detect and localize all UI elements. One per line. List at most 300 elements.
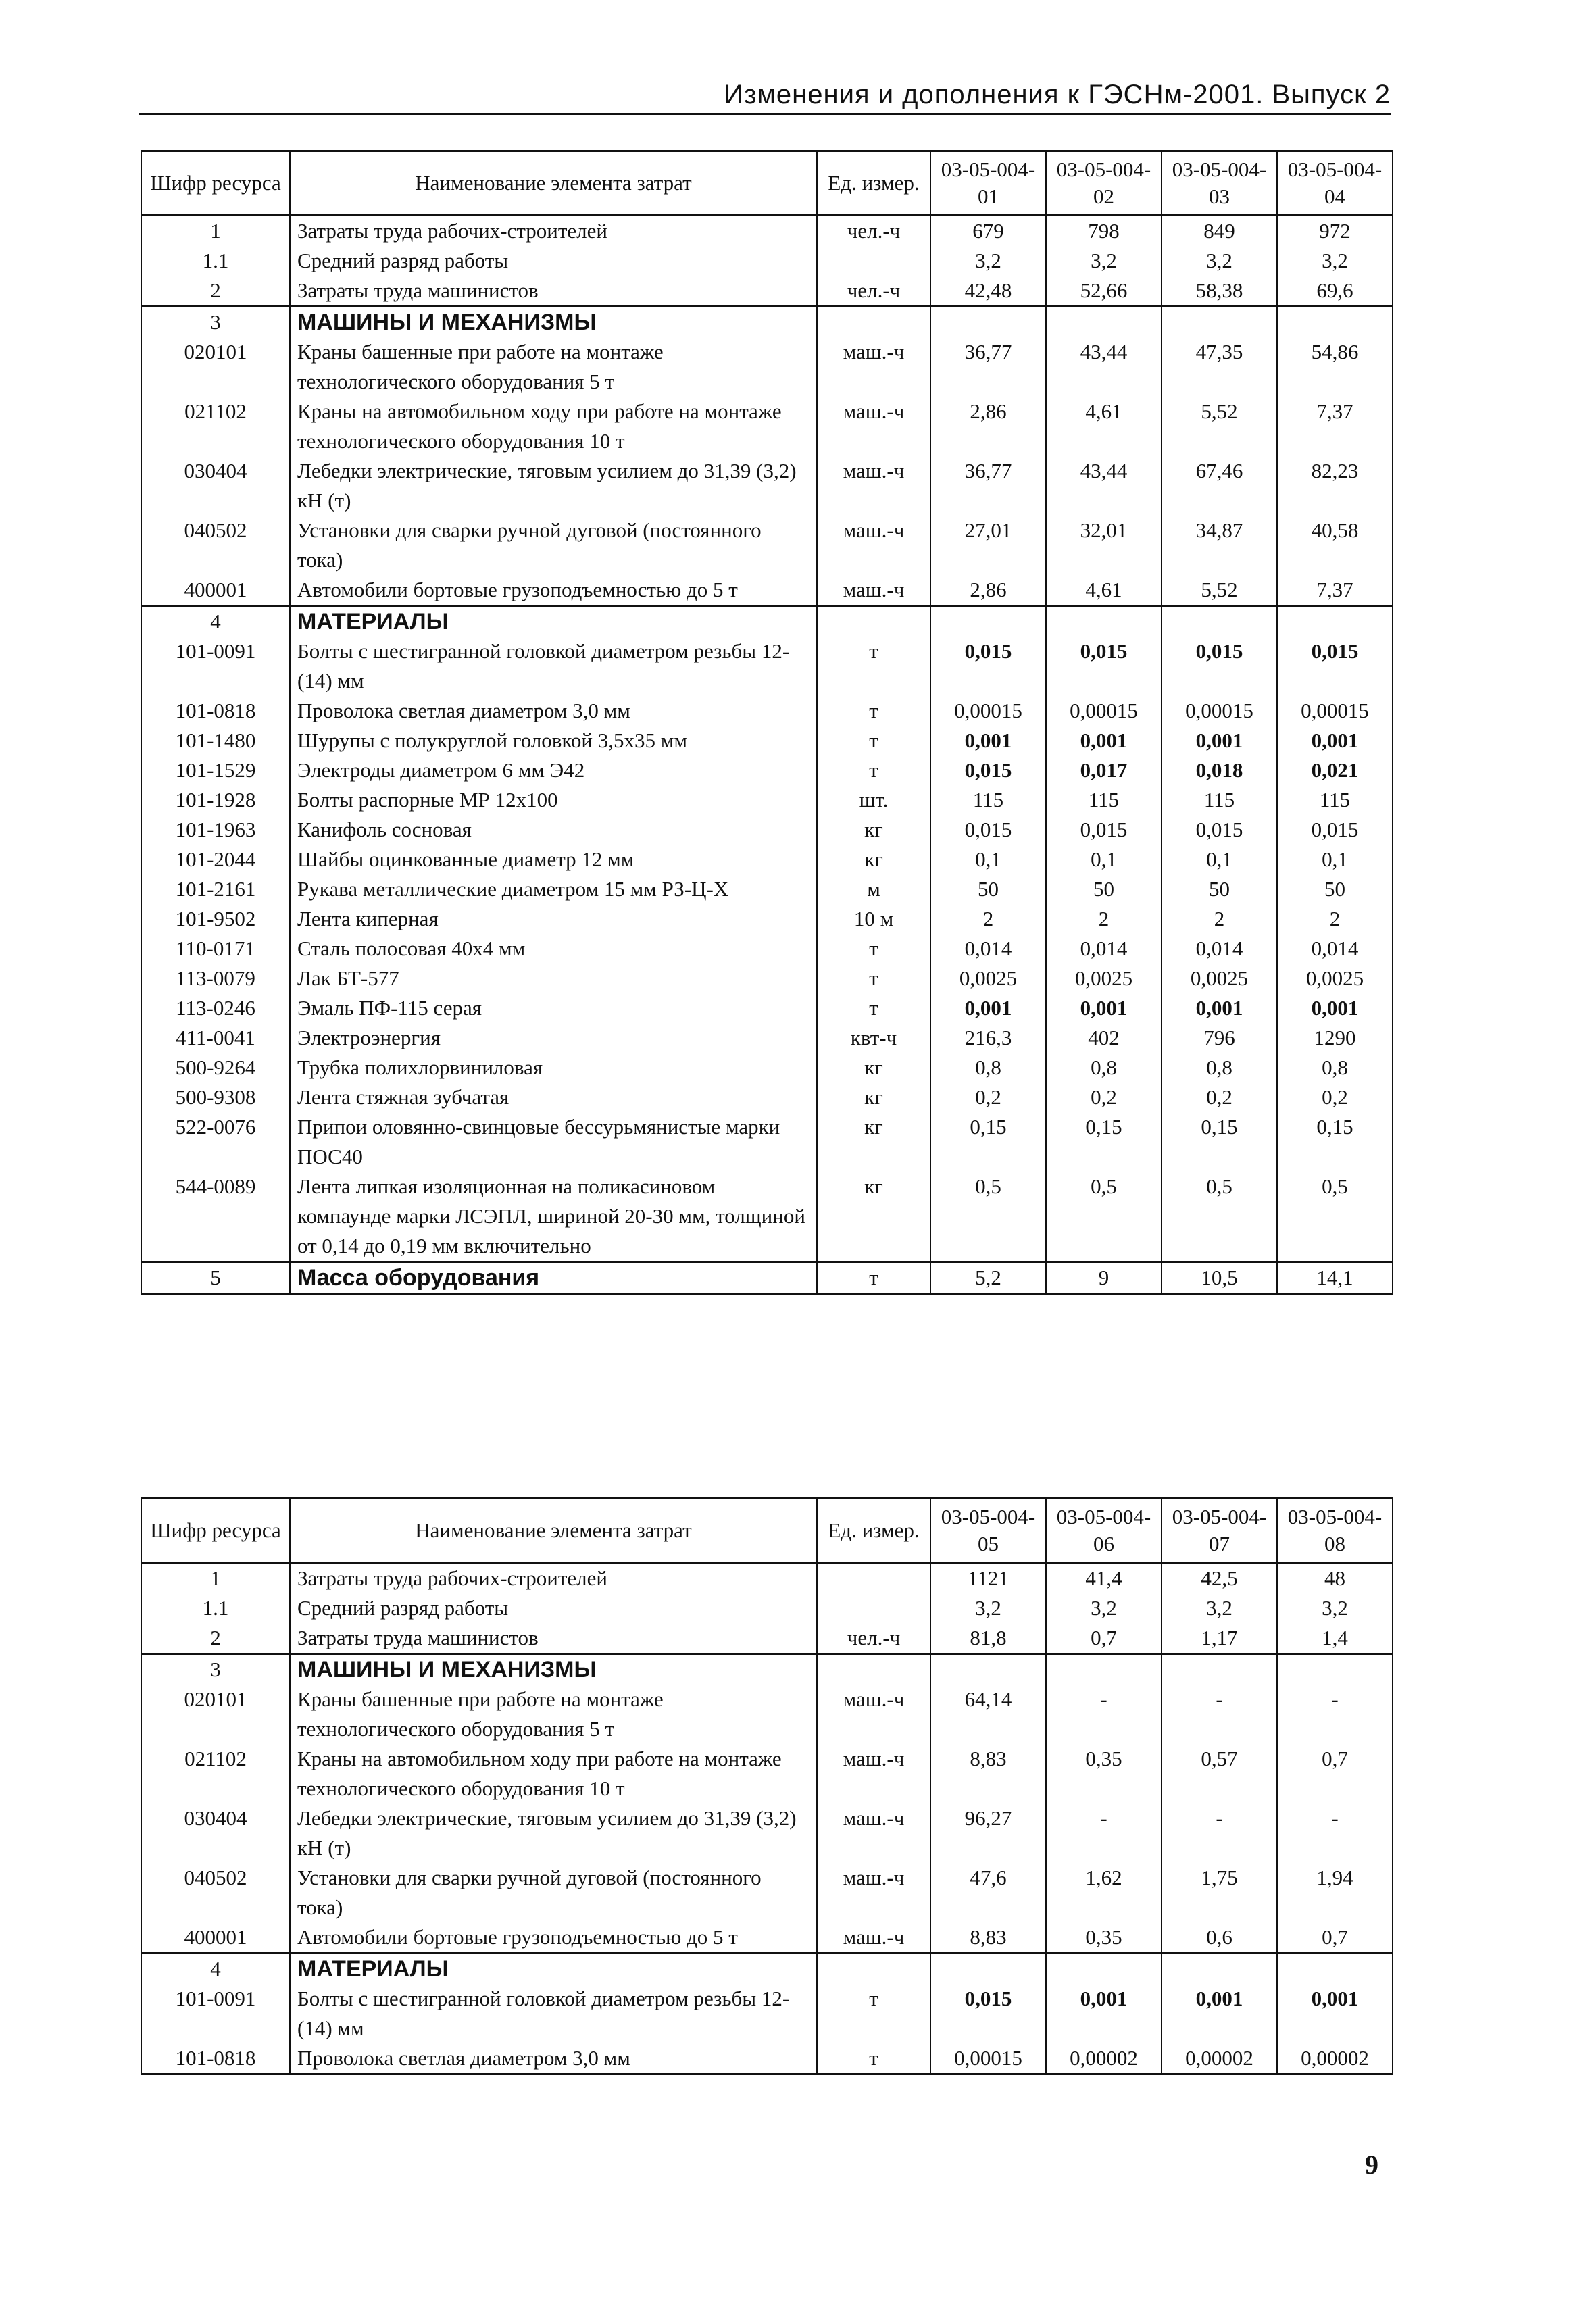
norm-value: 52,66 (1046, 276, 1162, 307)
norm-value: 0,7 (1277, 1744, 1393, 1803)
norm-value: 10,5 (1162, 1262, 1277, 1294)
norm-value: 27,01 (930, 516, 1046, 575)
norm-value: 47,6 (930, 1863, 1046, 1922)
resource-code: 3 (141, 1654, 290, 1685)
element-name: Автомобили бортовые грузоподъемностью до 5 т (290, 575, 817, 606)
norm-value: 0,015 (1046, 815, 1162, 845)
section-row (141, 606, 1393, 637)
norm-value: 1,94 (1277, 1863, 1393, 1922)
unit-of-measure: т (817, 637, 930, 696)
norm-value: 0,8 (1162, 1053, 1277, 1082)
header-code: Шифр ресурса (141, 151, 290, 216)
norm-value: 849 (1162, 216, 1277, 247)
element-name: Затраты труда рабочих-строителей (290, 216, 817, 247)
norm-value: 81,8 (930, 1623, 1046, 1654)
element-name: Установки для сварки ручной дуговой (постоянного тока) (290, 516, 817, 575)
unit-of-measure: кг (817, 1053, 930, 1082)
norm-value (1277, 1654, 1393, 1685)
norm-value: 0,014 (1277, 934, 1393, 964)
norm-value: 0,021 (1277, 755, 1393, 785)
norm-value (1277, 307, 1393, 338)
unit-of-measure: кг (817, 1112, 930, 1172)
norm-value: 50 (1162, 874, 1277, 904)
table-row (141, 246, 1393, 276)
norm-value: 96,27 (930, 1803, 1046, 1863)
norm-value: 0,8 (1277, 1053, 1393, 1082)
norm-value: 0,001 (1046, 726, 1162, 755)
unit-of-measure: т (817, 726, 930, 755)
unit-of-measure: т (817, 755, 930, 785)
norm-value: 1121 (930, 1563, 1046, 1594)
unit-of-measure: маш.-ч (817, 516, 930, 575)
norm-value: 972 (1277, 216, 1393, 247)
unit-of-measure (817, 1654, 930, 1685)
table-row (141, 1112, 1393, 1172)
element-name: Трубка полихлорвиниловая (290, 1053, 817, 1082)
element-name: Лента липкая изоляционная на поликасиновом компаунде марки ЛСЭПЛ, шириной 20-30 мм, толщиной от 0,14 до 0,19 мм включительно (290, 1172, 817, 1262)
norm-value: 0,2 (1046, 1082, 1162, 1112)
resource-code: 040502 (141, 1863, 290, 1922)
unit-of-measure: т (817, 1262, 930, 1294)
unit-of-measure: маш.-ч (817, 1685, 930, 1744)
element-name: Краны башенные при работе на монтаже технологического оборудования 5 т (290, 1685, 817, 1744)
element-name: Автомобили бортовые грузоподъемностью до 5 т (290, 1922, 817, 1953)
resource-code: 544-0089 (141, 1172, 290, 1262)
table-row (141, 874, 1393, 904)
norm-value: 0,8 (930, 1053, 1046, 1082)
resource-code: 030404 (141, 1803, 290, 1863)
norm-value: 8,83 (930, 1922, 1046, 1953)
table-row (141, 993, 1393, 1023)
norm-value: 0,7 (1277, 1922, 1393, 1953)
norm-value: 796 (1162, 1023, 1277, 1053)
norm-value: 216,3 (930, 1023, 1046, 1053)
table-header-row (141, 1499, 1393, 1563)
norm-value: 0,5 (930, 1172, 1046, 1262)
norm-value: 2,86 (930, 575, 1046, 606)
element-name: Лента киперная (290, 904, 817, 934)
norm-value: 0,001 (1162, 993, 1277, 1023)
norm-value: 115 (930, 785, 1046, 815)
norm-value: 0,15 (1162, 1112, 1277, 1172)
table-row (141, 2043, 1393, 2074)
unit-of-measure: 10 м (817, 904, 930, 934)
element-name: Лебедки электрические, тяговым усилием до 31,39 (3,2) кН (т) (290, 1803, 817, 1863)
table-row (141, 815, 1393, 845)
table-row (141, 1744, 1393, 1803)
norm-value: 14,1 (1277, 1262, 1393, 1294)
norm-value: 115 (1162, 785, 1277, 815)
element-name: Лента стяжная зубчатая (290, 1082, 817, 1112)
norm-value (1162, 307, 1277, 338)
norm-value: - (1046, 1685, 1162, 1744)
unit-of-measure: маш.-ч (817, 575, 930, 606)
element-name: Краны башенные при работе на монтаже технологического оборудования 5 т (290, 337, 817, 397)
resource-code: 400001 (141, 575, 290, 606)
header-unit: Ед. измер. (817, 151, 930, 216)
resource-code: 5 (141, 1262, 290, 1294)
norm-value: 0,5 (1162, 1172, 1277, 1262)
unit-of-measure: чел.-ч (817, 276, 930, 307)
norm-value: 4,61 (1046, 397, 1162, 456)
norm-value: 0,00015 (1162, 696, 1277, 726)
norm-value: 36,77 (930, 337, 1046, 397)
element-name: Краны на автомобильном ходу при работе на монтаже технологического оборудования 10 т (290, 397, 817, 456)
element-name: МАШИНЫ И МЕХАНИЗМЫ (290, 1654, 817, 1685)
norm-value: 48 (1277, 1563, 1393, 1594)
norm-value: 0,001 (1162, 726, 1277, 755)
resource-code: 4 (141, 1953, 290, 1985)
resource-code: 1.1 (141, 1593, 290, 1623)
norm-value: 3,2 (1277, 246, 1393, 276)
unit-of-measure: маш.-ч (817, 1803, 930, 1863)
norm-value: 2 (930, 904, 1046, 934)
norm-value: 0,15 (930, 1112, 1046, 1172)
resource-code: 113-0079 (141, 964, 290, 993)
norm-value: 0,15 (1277, 1112, 1393, 1172)
norm-value: 32,01 (1046, 516, 1162, 575)
norm-value: 2 (1277, 904, 1393, 934)
section-row (141, 307, 1393, 338)
unit-of-measure: чел.-ч (817, 216, 930, 247)
table-row (141, 845, 1393, 874)
norm-value: 1,62 (1046, 1863, 1162, 1922)
norm-value: 0,0025 (1046, 964, 1162, 993)
unit-of-measure: т (817, 2043, 930, 2074)
norm-value: 3,2 (1162, 1593, 1277, 1623)
resource-code: 101-1529 (141, 755, 290, 785)
norm-value: 0,2 (930, 1082, 1046, 1112)
table-row (141, 1563, 1393, 1594)
table-row (141, 726, 1393, 755)
norm-value: 0,1 (930, 845, 1046, 874)
header-name: Наименование элемента затрат (290, 151, 817, 216)
resource-code: 101-9502 (141, 904, 290, 934)
unit-of-measure: кг (817, 815, 930, 845)
resource-code: 101-2044 (141, 845, 290, 874)
norm-value: 0,001 (1277, 726, 1393, 755)
header-name: Наименование элемента затрат (290, 1499, 817, 1563)
table-row (141, 216, 1393, 247)
norm-value: 82,23 (1277, 456, 1393, 516)
element-name: Средний разряд работы (290, 246, 817, 276)
table-row (141, 1053, 1393, 1082)
norm-value: 54,86 (1277, 337, 1393, 397)
table-row (141, 637, 1393, 696)
unit-of-measure: маш.-ч (817, 456, 930, 516)
header-norm-code: 03-05-004-06 (1046, 1499, 1162, 1563)
norm-value: 0,015 (930, 815, 1046, 845)
table-row (141, 1984, 1393, 2043)
table-row (141, 1623, 1393, 1654)
table-1-body (141, 216, 1393, 1294)
header-norm-code: 03-05-004-04 (1277, 151, 1393, 216)
element-name: Затраты труда машинистов (290, 1623, 817, 1654)
unit-of-measure: т (817, 1984, 930, 2043)
resource-code: 020101 (141, 1685, 290, 1744)
element-name: Краны на автомобильном ходу при работе на монтаже технологического оборудования 10 т (290, 1744, 817, 1803)
norm-value: 0,001 (1046, 1984, 1162, 2043)
norm-value: 3,2 (930, 1593, 1046, 1623)
unit-of-measure (817, 1593, 930, 1623)
norm-value: 3,2 (930, 246, 1046, 276)
norm-value: 0,001 (1277, 1984, 1393, 2043)
unit-of-measure: маш.-ч (817, 1922, 930, 1953)
table-row (141, 1082, 1393, 1112)
header-norm-code: 03-05-004-07 (1162, 1499, 1277, 1563)
unit-of-measure: маш.-ч (817, 1863, 930, 1922)
table-row (141, 1863, 1393, 1922)
norm-value: 64,14 (930, 1685, 1046, 1744)
element-name: Лак БТ-577 (290, 964, 817, 993)
table-row (141, 397, 1393, 456)
norm-value: 0,014 (1046, 934, 1162, 964)
norm-value: 3,2 (1277, 1593, 1393, 1623)
norm-value: 0,00015 (1046, 696, 1162, 726)
norm-value: 1290 (1277, 1023, 1393, 1053)
norm-value: - (1162, 1685, 1277, 1744)
norm-value: 4,61 (1046, 575, 1162, 606)
norm-value: 50 (1046, 874, 1162, 904)
table-2-body (141, 1563, 1393, 2074)
norm-value: 0,00015 (1277, 696, 1393, 726)
norm-value: 7,37 (1277, 575, 1393, 606)
unit-of-measure: кг (817, 1082, 930, 1112)
unit-of-measure: т (817, 993, 930, 1023)
resource-code: 113-0246 (141, 993, 290, 1023)
norm-value: 0,00002 (1277, 2043, 1393, 2074)
norm-value: 0,00015 (930, 696, 1046, 726)
table-row (141, 456, 1393, 516)
norm-value: 0,2 (1162, 1082, 1277, 1112)
resource-code: 040502 (141, 516, 290, 575)
resource-code: 021102 (141, 397, 290, 456)
resource-code: 101-1963 (141, 815, 290, 845)
resource-code: 522-0076 (141, 1112, 290, 1172)
norm-value (1277, 1953, 1393, 1985)
norm-value: 0,001 (930, 726, 1046, 755)
norm-value (1162, 1654, 1277, 1685)
element-name: Рукава металлические диаметром 15 мм РЗ-Ц-Х (290, 874, 817, 904)
page-number: 9 (1365, 2149, 1378, 2180)
norm-value: 43,44 (1046, 456, 1162, 516)
norm-value (1046, 1654, 1162, 1685)
norm-value: 0,015 (1162, 637, 1277, 696)
resource-code: 101-1928 (141, 785, 290, 815)
norm-value: 0,001 (1046, 993, 1162, 1023)
element-name: Болты с шестигранной головкой диаметром резьбы 12- (14) мм (290, 637, 817, 696)
norm-value: 0,7 (1046, 1623, 1162, 1654)
norm-value: 0,35 (1046, 1922, 1162, 1953)
header-norm-code: 03-05-004-03 (1162, 151, 1277, 216)
element-name: Затраты труда машинистов (290, 276, 817, 307)
unit-of-measure: т (817, 964, 930, 993)
header-unit: Ед. измер. (817, 1499, 930, 1563)
table-row (141, 1172, 1393, 1262)
resource-code: 110-0171 (141, 934, 290, 964)
element-name: Затраты труда рабочих-строителей (290, 1563, 817, 1594)
norm-value (1162, 606, 1277, 637)
resource-code: 3 (141, 307, 290, 338)
norm-value (930, 307, 1046, 338)
norm-value: 0,1 (1162, 845, 1277, 874)
norm-value: 0,1 (1277, 845, 1393, 874)
element-name: Эмаль ПФ-115 серая (290, 993, 817, 1023)
header-norm-code: 03-05-004-02 (1046, 151, 1162, 216)
table-row (141, 1922, 1393, 1953)
norm-value: 0,015 (930, 1984, 1046, 2043)
table-row (141, 575, 1393, 606)
norm-value: 3,2 (1046, 1593, 1162, 1623)
norm-value: 50 (1277, 874, 1393, 904)
table-row (141, 785, 1393, 815)
norm-value: 5,2 (930, 1262, 1046, 1294)
unit-of-measure (817, 246, 930, 276)
norm-value: 0,014 (1162, 934, 1277, 964)
resource-code: 500-9308 (141, 1082, 290, 1112)
norm-value: 0,35 (1046, 1744, 1162, 1803)
norm-value: 0,015 (1277, 815, 1393, 845)
norm-value: 115 (1277, 785, 1393, 815)
element-name: Проволока светлая диаметром 3,0 мм (290, 696, 817, 726)
norm-value: - (1162, 1803, 1277, 1863)
resource-code: 101-0818 (141, 2043, 290, 2074)
norm-value: 0,57 (1162, 1744, 1277, 1803)
element-name: Болты с шестигранной головкой диаметром резьбы 12- (14) мм (290, 1984, 817, 2043)
element-name: Лебедки электрические, тяговым усилием до 31,39 (3,2) кН (т) (290, 456, 817, 516)
norm-value: 42,5 (1162, 1563, 1277, 1594)
element-name: Установки для сварки ручной дуговой (постоянного тока) (290, 1863, 817, 1922)
norm-value: 0,8 (1046, 1053, 1162, 1082)
norm-value (1277, 606, 1393, 637)
element-name: Шурупы с полукруглой головкой 3,5х35 мм (290, 726, 817, 755)
norm-value: 40,58 (1277, 516, 1393, 575)
norm-value: 0,001 (1277, 993, 1393, 1023)
norm-value: 0,15 (1046, 1112, 1162, 1172)
norm-value (1046, 1953, 1162, 1985)
norm-value (1046, 606, 1162, 637)
norm-value: 3,2 (1162, 246, 1277, 276)
norm-value (1162, 1953, 1277, 1985)
norm-value: 798 (1046, 216, 1162, 247)
norm-value: 0,001 (1162, 1984, 1277, 2043)
resource-code: 101-0091 (141, 1984, 290, 2043)
table-row (141, 696, 1393, 726)
norm-value: 41,4 (1046, 1563, 1162, 1594)
table-row (141, 1685, 1393, 1744)
resource-code: 1.1 (141, 246, 290, 276)
norm-value: 7,37 (1277, 397, 1393, 456)
resource-code: 020101 (141, 337, 290, 397)
table-row (141, 934, 1393, 964)
norm-value: 5,52 (1162, 397, 1277, 456)
table-row (141, 337, 1393, 397)
norm-value: 0,00002 (1162, 2043, 1277, 2074)
norm-value: 0,2 (1277, 1082, 1393, 1112)
resource-code: 101-0091 (141, 637, 290, 696)
resource-code: 400001 (141, 1922, 290, 1953)
resource-code: 411-0041 (141, 1023, 290, 1053)
table-row (141, 755, 1393, 785)
element-name: Болты распорные МР 12х100 (290, 785, 817, 815)
norm-value: - (1277, 1803, 1393, 1863)
norm-value: 0,5 (1046, 1172, 1162, 1262)
norm-value: 50 (930, 874, 1046, 904)
norm-value: 36,77 (930, 456, 1046, 516)
unit-of-measure: маш.-ч (817, 1744, 930, 1803)
unit-of-measure: шт. (817, 785, 930, 815)
unit-of-measure: кг (817, 845, 930, 874)
norm-value: 42,48 (930, 276, 1046, 307)
norm-value: 0,015 (1162, 815, 1277, 845)
unit-of-measure: квт-ч (817, 1023, 930, 1053)
element-name: Средний разряд работы (290, 1593, 817, 1623)
header-norm-code: 03-05-004-05 (930, 1499, 1046, 1563)
norm-value: 0,0025 (930, 964, 1046, 993)
norm-value: 2 (1046, 904, 1162, 934)
norm-value: 0,0025 (1162, 964, 1277, 993)
element-name: Канифоль сосновая (290, 815, 817, 845)
unit-of-measure: маш.-ч (817, 337, 930, 397)
table-row (141, 516, 1393, 575)
resource-code: 2 (141, 276, 290, 307)
norm-value: 402 (1046, 1023, 1162, 1053)
norm-value: 0,018 (1162, 755, 1277, 785)
norm-value: 679 (930, 216, 1046, 247)
resource-code: 1 (141, 216, 290, 247)
resource-code: 021102 (141, 1744, 290, 1803)
norm-value: 2 (1162, 904, 1277, 934)
running-header: Изменения и дополнения к ГЭСНм-2001. Выпуск 2 (139, 80, 1391, 115)
norm-value: 0,1 (1046, 845, 1162, 874)
table-row (141, 1803, 1393, 1863)
norm-value: - (1277, 1685, 1393, 1744)
norm-value: 0,015 (930, 637, 1046, 696)
table-row (141, 964, 1393, 993)
element-name: МАТЕРИАЛЫ (290, 1953, 817, 1985)
norm-value: 2,86 (930, 397, 1046, 456)
norm-value: 0,6 (1162, 1922, 1277, 1953)
norm-value: 5,52 (1162, 575, 1277, 606)
unit-of-measure: м (817, 874, 930, 904)
element-name: МАТЕРИАЛЫ (290, 606, 817, 637)
element-name: Сталь полосовая 40х4 мм (290, 934, 817, 964)
unit-of-measure (817, 307, 930, 338)
norm-value: 8,83 (930, 1744, 1046, 1803)
norm-value: 0,00015 (930, 2043, 1046, 2074)
norm-value: 43,44 (1046, 337, 1162, 397)
norm-value: 47,35 (1162, 337, 1277, 397)
norm-value: 0,0025 (1277, 964, 1393, 993)
unit-of-measure: маш.-ч (817, 397, 930, 456)
norm-value: 115 (1046, 785, 1162, 815)
section-row (141, 1262, 1393, 1294)
norm-value: 0,015 (1277, 637, 1393, 696)
table-row (141, 276, 1393, 307)
header-code: Шифр ресурса (141, 1499, 290, 1563)
unit-of-measure (817, 1953, 930, 1985)
resource-code: 101-1480 (141, 726, 290, 755)
norm-value: 0,014 (930, 934, 1046, 964)
norm-value: 34,87 (1162, 516, 1277, 575)
table-row (141, 1023, 1393, 1053)
resource-code: 4 (141, 606, 290, 637)
norm-value: 0,015 (930, 755, 1046, 785)
norm-value: 9 (1046, 1262, 1162, 1294)
unit-of-measure (817, 606, 930, 637)
table-row (141, 1593, 1393, 1623)
resource-code: 1 (141, 1563, 290, 1594)
